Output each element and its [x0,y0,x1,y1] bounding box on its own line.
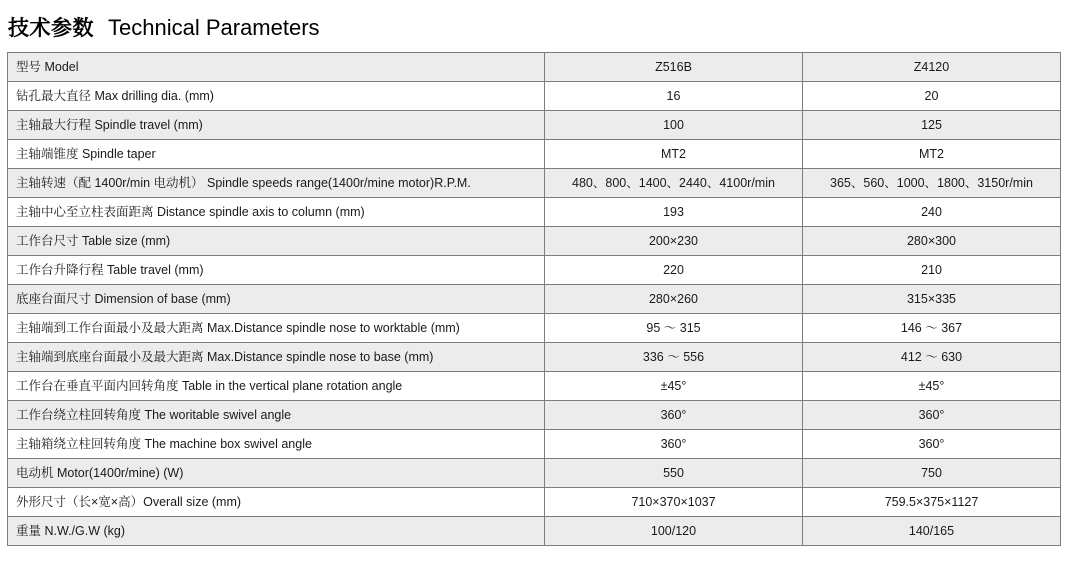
row-label: 钻孔最大直径 Max drilling dia. (mm) [8,82,545,111]
row-label: 主轴端锥度 Spindle taper [8,140,545,169]
row-value-b: 20 [803,82,1061,111]
row-value-b: 412 ～ 630 [803,343,1061,372]
row-label: 主轴箱绕立柱回转角度 The machine box swivel angle [8,430,545,459]
table-row [8,314,1061,343]
table-row [8,401,1061,430]
table-row [8,82,1061,111]
row-value-b: 240 [803,198,1061,227]
table-row [8,372,1061,401]
row-label: 外形尺寸（长×宽×高）Overall size (mm) [8,488,545,517]
row-label: 工作台绕立柱回转角度 The woritable swivel angle [8,401,545,430]
row-label: 底座台面尺寸 Dimension of base (mm) [8,285,545,314]
row-value-a: MT2 [545,140,803,169]
row-label: 工作台升降行程 Table travel (mm) [8,256,545,285]
row-value-b: MT2 [803,140,1061,169]
row-value-b: 125 [803,111,1061,140]
row-value-a: 480、800、1400、2440、4100r/min [545,169,803,198]
table-row [8,517,1061,546]
row-value-b: 750 [803,459,1061,488]
column-header-model: 型号 Model [8,53,545,82]
technical-parameters-table [7,52,1061,546]
column-header-z4120: Z4120 [803,53,1061,82]
table-row [8,198,1061,227]
row-value-b: 360° [803,401,1061,430]
page-title-en: Technical Parameters [108,15,320,40]
row-label: 主轴转速（配 1400r/min 电动机） Spindle speeds range(1400r/mine motor)R.P.M. [8,169,545,198]
table-header-row [8,53,1061,82]
row-value-b: 146 ～ 367 [803,314,1061,343]
row-label: 重量 N.W./G.W (kg) [8,517,545,546]
row-value-b: 365、560、1000、1800、3150r/min [803,169,1061,198]
row-label: 主轴中心至立柱表面距离 Distance spindle axis to column (mm) [8,198,545,227]
row-value-a: 95 ～ 315 [545,314,803,343]
row-label: 工作台在垂直平面内回转角度 Table in the vertical plane rotation angle [8,372,545,401]
row-value-a: 200×230 [545,227,803,256]
table-row [8,140,1061,169]
row-value-b: 759.5×375×1127 [803,488,1061,517]
row-value-b: 360° [803,430,1061,459]
row-value-a: 193 [545,198,803,227]
row-value-a: 16 [545,82,803,111]
row-value-b: 280×300 [803,227,1061,256]
table-row [8,256,1061,285]
row-value-a: 280×260 [545,285,803,314]
page-title-cn: 技术参数 [8,17,94,40]
table-row [8,111,1061,140]
row-label: 主轴端到工作台面最小及最大距离 Max.Distance spindle nose to worktable (mm) [8,314,545,343]
table-row [8,285,1061,314]
row-value-b: 140/165 [803,517,1061,546]
row-value-a: 710×370×1037 [545,488,803,517]
row-value-a: 360° [545,401,803,430]
column-header-z516b: Z516B [545,53,803,82]
row-value-a: 360° [545,430,803,459]
row-label: 主轴最大行程 Spindle travel (mm) [8,111,545,140]
row-label: 工作台尺寸 Table size (mm) [8,227,545,256]
row-label: 电动机 Motor(1400r/mine) (W) [8,459,545,488]
row-value-b: 315×335 [803,285,1061,314]
row-value-a: 100 [545,111,803,140]
row-value-a: ±45° [545,372,803,401]
row-value-b: ±45° [803,372,1061,401]
table-row [8,459,1061,488]
table-row [8,227,1061,256]
page-title [0,0,1067,52]
row-value-a: 550 [545,459,803,488]
row-value-a: 336 ～ 556 [545,343,803,372]
row-value-a: 100/120 [545,517,803,546]
table-row [8,488,1061,517]
row-value-b: 210 [803,256,1061,285]
table-row [8,430,1061,459]
row-label: 主轴端到底座台面最小及最大距离 Max.Distance spindle nose to base (mm) [8,343,545,372]
table-row [8,343,1061,372]
row-value-a: 220 [545,256,803,285]
table-row [8,169,1061,198]
